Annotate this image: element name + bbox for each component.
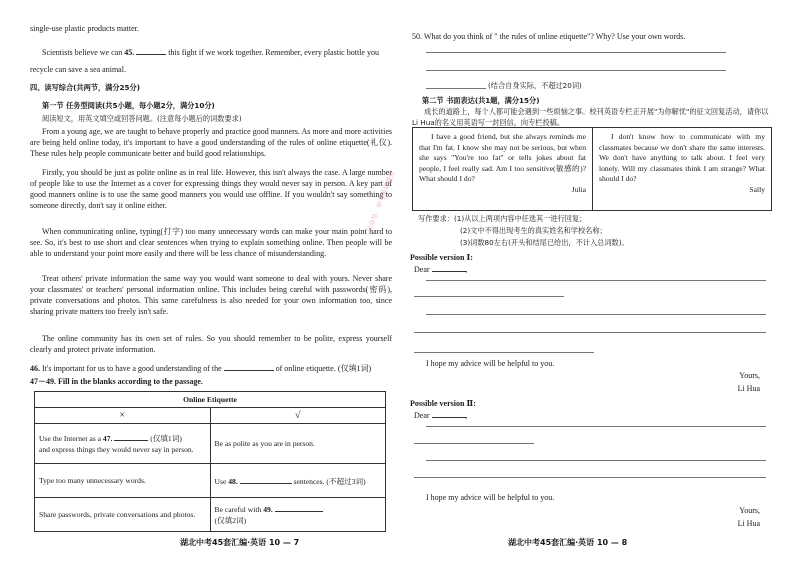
requirement: (2)文中不得出现考生的真实姓名和学校名称； xyxy=(460,226,607,235)
answer-line[interactable] xyxy=(414,352,594,353)
table-cell: Be careful with 49. (仅填2词) xyxy=(210,498,386,532)
table-cell: Use 48. sentences. (不超过3词) xyxy=(210,464,386,498)
answer-line[interactable] xyxy=(426,52,726,53)
passage-paragraph: Treat others' private information the same way you would want someone to deal with yours. Never share your classmates' or teachers' personal information online. This includes being careful with passwords(密码), private conversations and photos. This same carefulness is also needed for your own information too, since sharing private matters too freely isn't safe. xyxy=(30,274,392,316)
requirements-label: 写作要求：(1)从以上两项内容中任选其一进行回复； xyxy=(418,214,587,223)
passage-paragraph: Firstly, you should be just as polite online as in real life. However, this isn't always the case. A large number of people like to use the Internet as a cover for expressing things they would never say in person. A key part of good manners online is to use the same good manners you would use offline. If you wouldn't say something to someone directly, don't say it online either. xyxy=(30,168,392,210)
answer-line[interactable] xyxy=(414,332,766,333)
table-title: Online Etiquette xyxy=(35,392,386,408)
requirement: (3)词数80左右(开头和结尾已给出，不计入总词数)。 xyxy=(460,238,629,247)
closing-yours: Yours, xyxy=(739,371,760,380)
closing-line: I hope my advice will be helpful to you. xyxy=(426,359,555,368)
table-cell: Type too many unnecessary words. xyxy=(35,464,211,498)
name-blank[interactable] xyxy=(432,409,466,418)
page-footer: 湖北中考45套汇编·英语 10 — 7 xyxy=(180,538,300,547)
word-limit-note: (结合自身实际，不超过20词) xyxy=(488,81,582,90)
question-50: 50. What do you think of " the rules of online etiquette"? Why? Use your own words. xyxy=(412,32,686,41)
question-47-49: 47－49. Fill in the blanks according to the passage. xyxy=(30,377,203,386)
letters-box xyxy=(412,127,772,211)
text-line: Scientists believe we can 45. this fight if we work together. Remember, every plastic bottle you xyxy=(42,48,379,57)
answer-blank-48[interactable] xyxy=(240,475,292,484)
signature: Sally xyxy=(749,184,765,194)
closing-name: Li Hua xyxy=(737,384,760,393)
check-icon: √ xyxy=(210,408,386,424)
writing-intro: 成长的道路上，每个人都可能会遇到一些烦恼之事。校刊英语专栏正开展"为你解忧"的征文回复活动，请你以Li Hua的名义用英语写一封回信，向专栏投稿。 xyxy=(412,107,769,127)
question-46: 46. It's important for us to have a good understanding of the of online etiquette. (仅填1词) xyxy=(30,364,372,373)
answer-line[interactable] xyxy=(414,443,534,444)
text-line: single-use plastic products matter. xyxy=(30,24,139,33)
closing-name: Li Hua xyxy=(737,519,760,528)
section-heading: 四、读写综合(共两节，满分25分) xyxy=(30,83,141,92)
passage-paragraph: When communicating online, typing(打字) too many unnecessary words can make your main point hard to see. So, it's best to use short and clear sentences when trying to explain something online. Then people will be able to understand your point more easily and there will be less chance of misunderstanding. xyxy=(30,227,392,258)
answer-line[interactable] xyxy=(426,314,766,315)
answer-line[interactable] xyxy=(426,460,766,461)
answer-line[interactable] xyxy=(426,426,766,427)
answer-blank-47[interactable] xyxy=(114,432,148,441)
cross-icon: × xyxy=(35,408,211,424)
part-heading: 第二节 书面表达(共1题，满分15分) xyxy=(422,96,540,105)
answer-line[interactable] xyxy=(414,296,564,297)
answer-line[interactable] xyxy=(426,88,486,89)
online-etiquette-table xyxy=(34,391,386,532)
watermark: 公众号：中考英语研究 xyxy=(364,170,397,234)
closing-line: I hope my advice will be helpful to you. xyxy=(426,493,555,502)
passage-paragraph: The online community has its own set of rules. So you should remember to be polite, express yourself clearly and protect private information. xyxy=(30,334,392,354)
answer-line[interactable] xyxy=(414,477,766,478)
letter-julia: I have a good friend, but she always reminds me that I'm fat. I know she may not be serious, but when she says "You're too fat" or tells jokes about fat people, I feel really sad. Am I too sensitive(敏感的)? What should I do? Julia xyxy=(419,132,586,194)
name-blank[interactable] xyxy=(432,263,466,272)
text-line: recycle can save a sea animal. xyxy=(30,65,126,74)
closing-yours: Yours, xyxy=(739,506,760,515)
signature: Julia xyxy=(571,184,586,194)
answer-line[interactable] xyxy=(426,280,766,281)
table-cell: Use the Internet as a 47. (仅填1词) and express things they would never say in person. xyxy=(35,424,211,464)
table-cell: Share passwords, private conversations and photos. xyxy=(35,498,211,532)
answer-blank-49[interactable] xyxy=(275,503,323,512)
version-heading: Possible version Ⅰ: xyxy=(410,253,473,262)
table-cell: Be as polite as you are in person. xyxy=(210,424,386,464)
answer-line[interactable] xyxy=(426,70,726,71)
part-heading: 第一节 任务型阅读(共5小题，每小题2分，满分10分) xyxy=(42,101,215,110)
salutation: Dear , xyxy=(414,265,468,274)
page-footer: 湖北中考45套汇编·英语 10 — 8 xyxy=(508,538,628,547)
version-heading: Possible version Ⅱ: xyxy=(410,399,476,408)
salutation: Dear , xyxy=(414,411,468,420)
answer-blank-46[interactable] xyxy=(224,362,274,371)
question-number-45: 45. xyxy=(124,48,135,57)
answer-blank-45[interactable] xyxy=(136,46,166,55)
passage-paragraph: From a young age, we are taught to behave properly and practice good manners. As more and more activities are being held online today, it's important to have a good understanding of the rules of online etiquette(礼仪). These rules help people communicate better and build good relationships. xyxy=(30,127,392,158)
letter-sally: I don't know how to communicate with my classmates because we don't share the same interests. We don't have anything to talk about. I feel very lonely. Will my classmates think I am strange? What should I do? Sally xyxy=(592,128,771,210)
instructions: 阅读短文，用英文填空或回答问题。(注意每小题后的词数要求) xyxy=(42,114,242,123)
